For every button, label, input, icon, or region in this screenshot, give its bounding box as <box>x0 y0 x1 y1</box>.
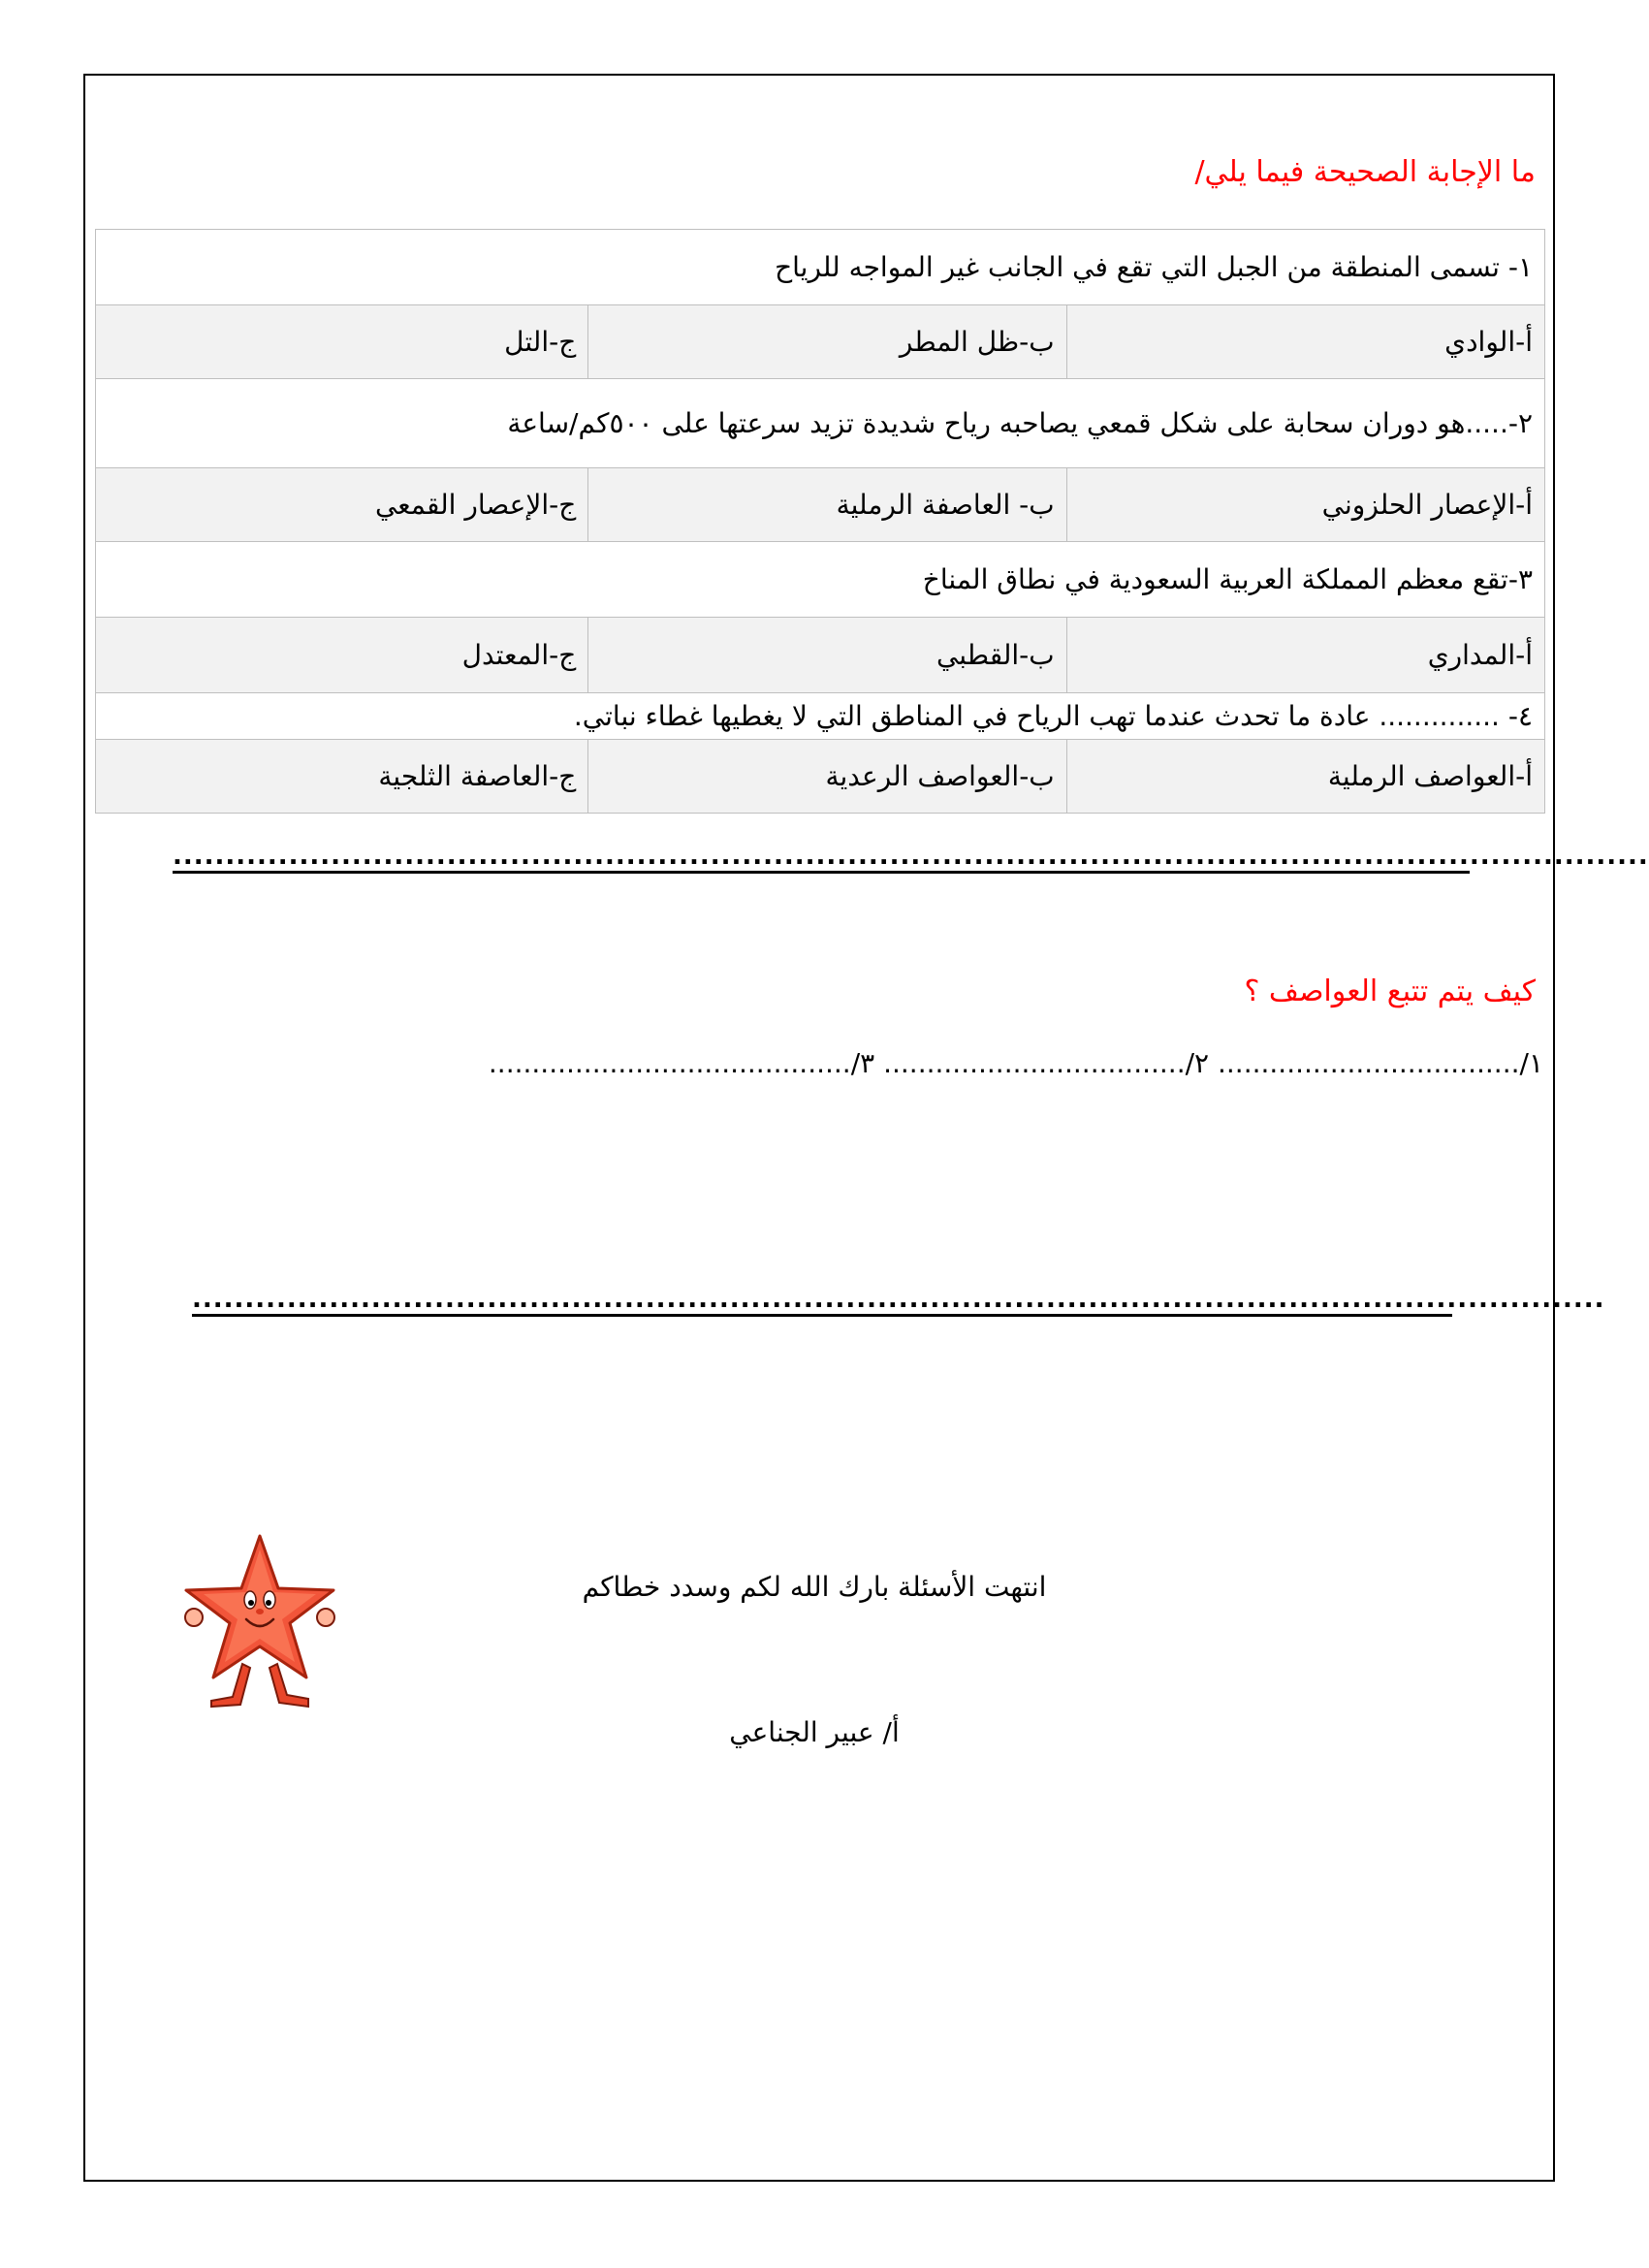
q3-option-c[interactable]: ج-المعتدل <box>96 618 588 693</box>
question-2: ٢-.....هو دوران سحابة على شكل قمعي يصاحبه رياح شديدة تزيد سرعتها على ٥٠٠كم/ساعة <box>96 379 1545 468</box>
q1-option-b[interactable]: ب-ظل المطر <box>588 305 1066 379</box>
closing-message: انتهت الأسئلة بارك الله لكم وسدد خطاكم <box>582 1571 1047 1603</box>
teacher-name: أ/ عبير الجناعي <box>729 1716 900 1748</box>
q4-option-b[interactable]: ب-العواصف الرعدية <box>588 740 1066 814</box>
q3-option-b[interactable]: ب-القطبي <box>588 618 1066 693</box>
star-mascot-icon <box>182 1530 337 1714</box>
q1-option-c[interactable]: ج-التل <box>96 305 588 379</box>
section1-title: ما الإجابة الصحيحة فيما يلي/ <box>1194 155 1536 189</box>
quiz-table <box>95 229 1545 814</box>
q2-option-a[interactable]: أ-الإعصار الحلزوني <box>1066 468 1544 542</box>
q4-option-a[interactable]: أ-العواصف الرملية <box>1066 740 1544 814</box>
answer-dotted-line-2[interactable]: ...................................................................................................................................... <box>192 1285 1452 1317</box>
answer-dotted-line-1[interactable]: ............................................................................................................................................ <box>173 842 1470 874</box>
question-4: ٤- .............. عادة ما تحدث عندما تهب الرياح في المناطق التي لا يغطيها غطاء نباتي. <box>96 693 1545 740</box>
q4-option-c[interactable]: ج-العاصفة الثلجية <box>96 740 588 814</box>
section2-title: كيف يتم تتبع العواصف ؟ <box>1244 974 1536 1008</box>
question-3: ٣-تقع معظم المملكة العربية السعودية في نطاق المناخ <box>96 542 1545 618</box>
storm-tracking-answer-line[interactable]: ١/................................... ٢/................................... ٣/.......................................... <box>488 1047 1543 1079</box>
q3-option-a[interactable]: أ-المداري <box>1066 618 1544 693</box>
q2-option-b[interactable]: ب- العاصفة الرملية <box>588 468 1066 542</box>
q2-option-c[interactable]: ج-الإعصار القمعي <box>96 468 588 542</box>
question-1: ١- تسمى المنطقة من الجبل التي تقع في الجانب غير المواجه للرياح <box>96 230 1545 305</box>
q1-option-a[interactable]: أ-الوادي <box>1066 305 1544 379</box>
